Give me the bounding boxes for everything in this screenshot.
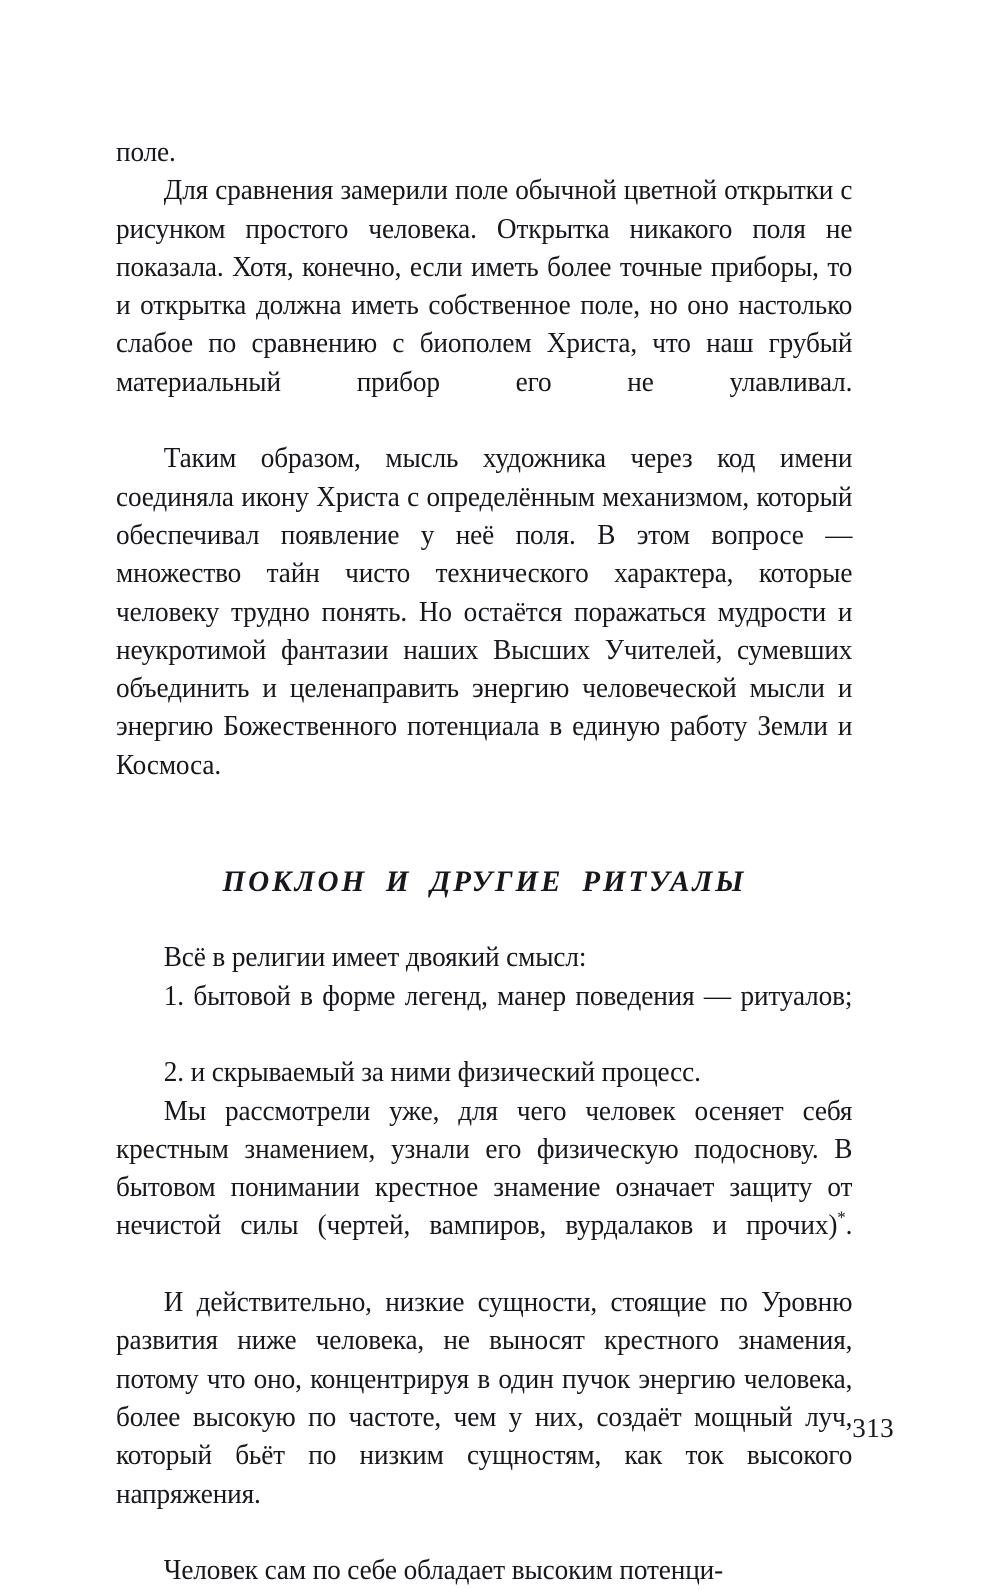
- page-text-block: [116, 134, 853, 1590]
- paragraph-cross-sign-text: Мы рассмотрели уже, для чего человек осеняет себя крестным знамением, узнали его физическую подоснову. В бытовом понимании крестное знамение означает защиту от нечистой силы (чертей, вампиров, вурдалаков и прочих): [116, 1095, 853, 1242]
- paragraph-list-item-1: 1. бытовой в форме легенд, манер поведения — ритуалов;: [163, 980, 853, 1012]
- paragraph-artist-thought: Таким образом, мысль художника через код имени соединяла икону Христа с определённым механизмом, который обеспечивал появление у неё поля. В этом вопросе — множество тайн чисто технического характера, которые человеку трудно понять. Но остаётся поражаться мудрости и неукротимой фантазии наших Высших Учителей, сумевших объединить и целенаправить энергию человеческой мысли и энергию Божественного потенциала в единую работу Земли и Космоса.: [116, 443, 853, 781]
- paragraph-cross-sign: [116, 1093, 852, 1284]
- paragraph-list-item-2: 2. и скрываемый за ними физический процесс.: [163, 1057, 701, 1089]
- paragraph-human-potential: Человек сам по себе обладает высоким потенци-: [163, 1555, 724, 1587]
- footnote-marker: *: [837, 1207, 846, 1228]
- paragraph-postcard-measurement: Для сравнения замерили поле обычной цветной открытки с рисунком простого человека. Открытка никакого поля не показала. Хотя, конечно, если иметь более точные приборы, то и открытка должна иметь собственное поле, но оно настолько слабое по сравнению с биополем Христа, что наш грубый материальный прибор его не улавливал.: [116, 175, 853, 398]
- paragraph-continuation: поле.: [116, 137, 176, 168]
- section-heading: ПОКЛОН И ДРУГИЕ РИТУАЛЫ: [222, 865, 747, 899]
- paragraph-dual-meaning: Всё в религии имеет двоякий смысл:: [163, 942, 587, 974]
- page-number: 313: [852, 1413, 894, 1443]
- paragraph-cross-sign-tail: .: [845, 1210, 853, 1242]
- paragraph-low-entities: И действительно, низкие сущности, стоящие по Уровню развития ниже человека, не выносят крестного знамения, потому что оно, концентрируя в один пучок энергию человека, более высокую по частоте, чем у них, создаёт мощный луч, который бьёт по низким сущностям, как ток высокого напряжения.: [116, 1287, 853, 1510]
